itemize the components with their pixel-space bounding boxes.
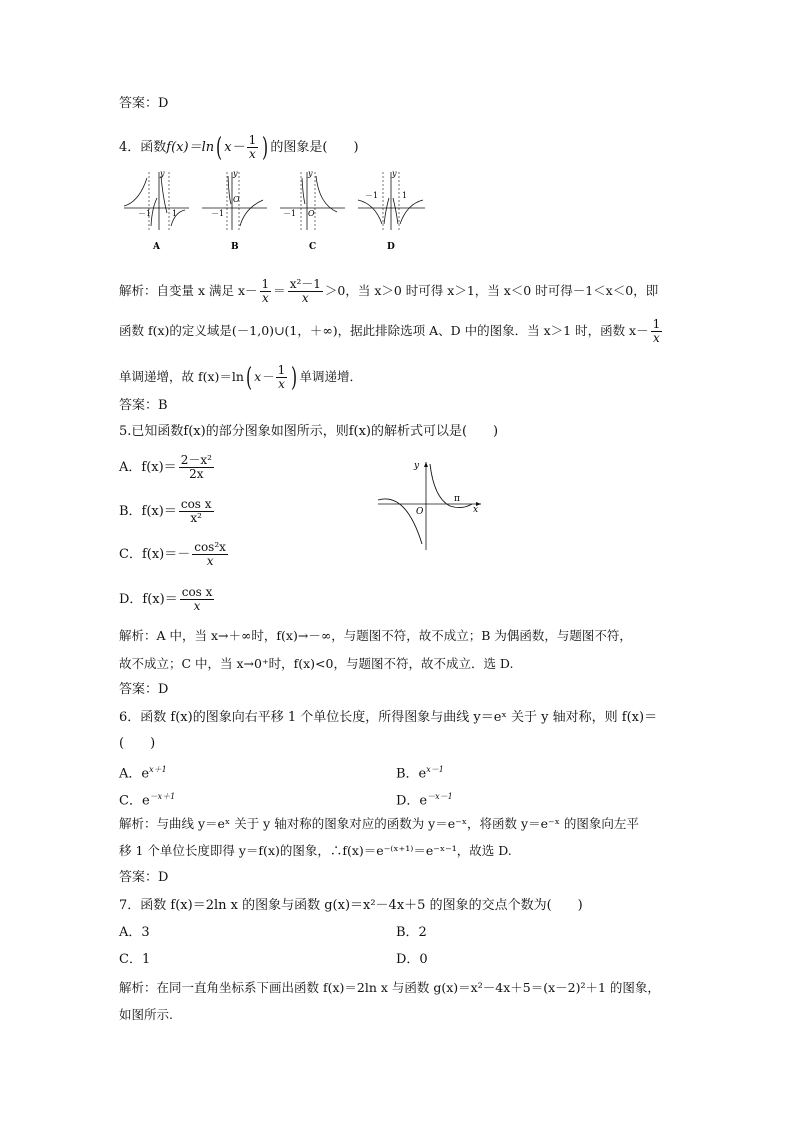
- yaxis-label-d: y: [392, 169, 397, 178]
- q7-solution-line2: 如图所示.: [119, 1007, 173, 1022]
- label-d: D: [387, 242, 395, 252]
- q7-option-b: B．2: [396, 925, 427, 940]
- q4-solution-line1: 解析：自变量 x 满足 x－ $\frac{1}{x}$ ＝ $\frac{\text{x²－1}}{x}$ ＞0，当 x＞0 时可得 x＞1，当 x＜0 时可得－1＜x＜0，即: [119, 277, 659, 305]
- q4-solution-line2: 函数 f(x)的定义域是(－1,0)∪(1，＋∞)，据此排除选项 A、D 中的图象．当 x＞1 时，函数 x－ $\frac{1}{x}$: [119, 317, 661, 345]
- q4-option-graphs: [119, 168, 429, 253]
- tick-neg1-c: －1: [283, 209, 297, 218]
- q4-x: x－: [224, 140, 245, 155]
- q4-prefix: 4．函数: [119, 140, 167, 155]
- question-7-stem: 7．函数 f(x)＝2ln x 的图象与函数 g(x)＝x²－4x＋5 的图象的交点个数为( ): [119, 898, 583, 913]
- graph-option-d: [358, 169, 425, 252]
- answer-q4: 答案：B: [119, 398, 168, 413]
- question-5-stem: 5.已知函数f(x)的部分图象如图所示，则f(x)的解析式可以是( ): [119, 424, 499, 439]
- q5-option-c: C．f(x)＝－ $\frac{\text{cos²x}}{x}$: [119, 540, 226, 568]
- q7-option-a: A．3: [119, 925, 150, 940]
- tick-neg1-a: －1: [138, 209, 152, 218]
- q4-solution-line3: 单调递增，故 f(x)＝ln( x－ $\frac{1}{x}$ ) 单调递增．: [119, 362, 362, 393]
- q4-fx: f(x)＝ln: [166, 140, 215, 155]
- q7-option-c: C．1: [119, 952, 151, 967]
- origin-b: O: [233, 195, 240, 204]
- tick-1-a: 1: [172, 209, 178, 218]
- tick-neg1-b: －1: [211, 209, 225, 218]
- origin-c: O: [308, 209, 315, 218]
- q4-suffix: 的图象是( ): [270, 140, 359, 155]
- tick-neg1-d: －1: [365, 191, 379, 200]
- q5-option-a: A．f(x)＝ $\frac{\text{2－x²}}{2x}$: [119, 453, 212, 481]
- q6-option-d: D．$e^{-x-1}$: [396, 792, 453, 809]
- q6-option-a: A．$e^{x+1}$: [119, 765, 167, 782]
- q5-solution-line1: 解析：A 中，当 x→＋∞时，f(x)→－∞，与题图不符，故不成立；B 为偶函数，与题图不符，: [119, 628, 632, 643]
- q5-graph: [376, 458, 486, 553]
- question-4-stem: 4．函数f(x)＝ln( x－ $\frac{1}{x}$ ) 的图象是( ): [119, 132, 359, 163]
- answer-q3: 答案：D: [119, 96, 169, 111]
- graph-option-b: [202, 169, 267, 252]
- q6-option-b: B．$e^{x-1}$: [396, 765, 444, 782]
- yaxis-label-b: y: [233, 169, 238, 178]
- tick-1-d: 1: [402, 191, 408, 200]
- q5-option-b: B．f(x)＝ $\frac{\text{cos x}}{\text{x²}}$: [119, 497, 212, 525]
- q5-graph-origin: O: [416, 507, 424, 517]
- label-a: A: [153, 242, 160, 252]
- q6-option-c: C．$e^{-x+1}$: [119, 792, 176, 809]
- yaxis-label-c: y: [308, 169, 313, 178]
- graph-option-a: [124, 169, 189, 252]
- graph-option-c: [280, 169, 345, 252]
- question-6-stem-line2: ( ): [119, 736, 156, 751]
- q5-graph-yaxis: y: [414, 461, 420, 471]
- yaxis-label-a: y: [160, 169, 165, 178]
- q5-solution-line2: 故不成立；C 中，当 x→0⁺时，f(x)<0，与题图不符，故不成立．选 D.: [119, 656, 514, 671]
- label-c: C: [309, 242, 317, 252]
- question-6-stem-line1: 6．函数 f(x)的图象向右平移 1 个单位长度，所得图象与曲线 y＝eˣ 关于 y 轴对称，则 f(x)＝: [119, 710, 658, 725]
- q5-option-d: D．f(x)＝ $\frac{\text{cos x}}{x}$: [119, 585, 213, 613]
- q6-solution-line2: 移 1 个单位长度即得 y＝f(x)的图象，∴f(x)＝e⁻⁽ˣ⁺¹⁾＝e⁻ˣ⁻¹，故选 D.: [119, 843, 512, 858]
- q6-solution-line1: 解析：与曲线 y＝eˣ 关于 y 轴对称的图象对应的函数为 y＝e⁻ˣ，将函数 y＝e⁻ˣ 的图象向左平: [119, 816, 639, 831]
- q7-option-d: D．0: [396, 952, 428, 967]
- label-b: B: [231, 242, 239, 252]
- q4-fraction: $\frac{1}{x}$: [248, 133, 257, 161]
- q7-solution-line1: 解析：在同一直角坐标系下画出函数 f(x)＝2ln x 与函数 g(x)＝x²－4x＋5＝(x－2)²＋1 的图象，: [119, 980, 660, 995]
- answer-q5: 答案：D: [119, 682, 169, 697]
- answer-q6: 答案：D: [119, 870, 169, 885]
- q5-graph-pi: π: [454, 494, 460, 504]
- q5-graph-xaxis: x: [473, 505, 479, 515]
